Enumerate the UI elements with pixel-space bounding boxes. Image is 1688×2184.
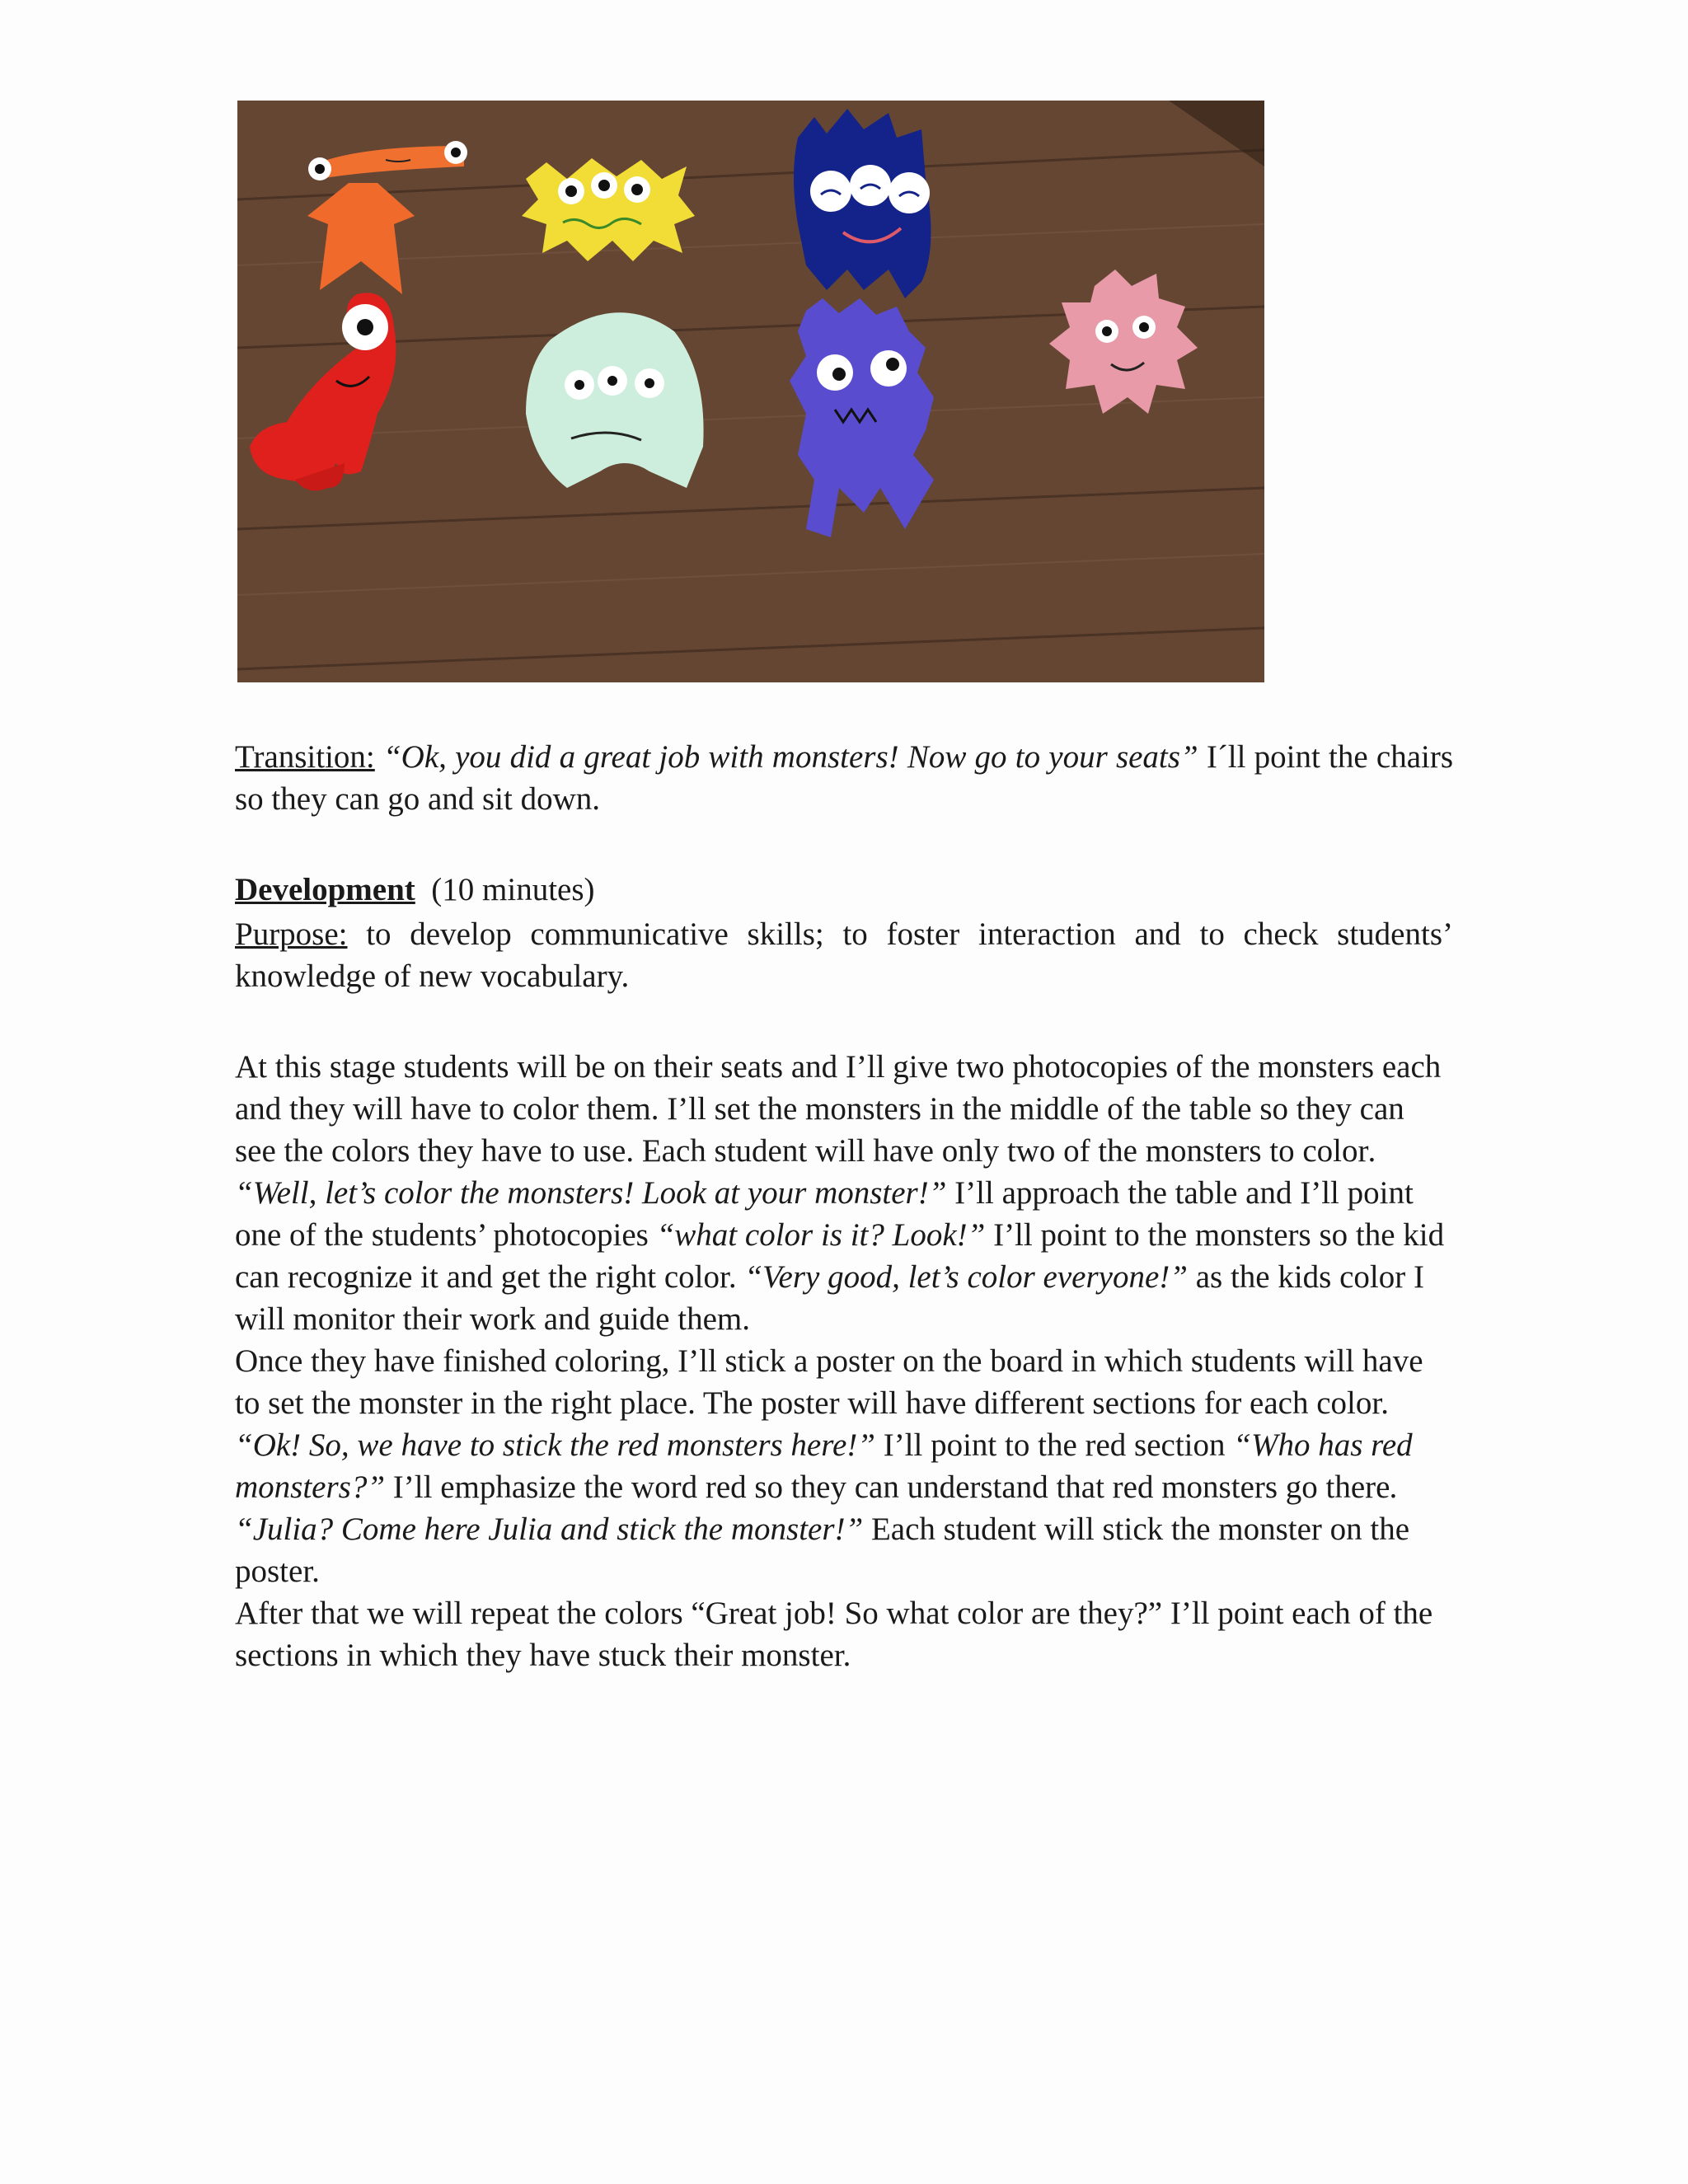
body-p1-quote-3: “Very good, let’s color everyone!” — [744, 1259, 1188, 1295]
purpose-paragraph — [235, 913, 1453, 997]
transition-quote: “Ok, you did a great job with monsters! Now go to your seats” — [382, 739, 1198, 775]
transition-paragraph — [235, 736, 1453, 820]
body-p2-text-a: Once they have finished coloring, I’ll stick a poster on the board in which students will have to set the monster in the right place. The poster will have different sections for each color. — [235, 1343, 1423, 1421]
body-p2-text-b: I’ll point to the red section — [874, 1427, 1234, 1463]
body-p1-quote-1: . “Well, let’s color the monsters! Look at your monster!” — [235, 1133, 1377, 1211]
body-text — [235, 1046, 1453, 1676]
transition-text: I´ll point the chairs so they can go and sit down. — [235, 739, 1453, 817]
development-duration: (10 minutes) — [431, 872, 595, 907]
purpose-label: Purpose: — [235, 916, 348, 952]
dark-blue-monster — [794, 109, 931, 298]
mint-monster — [526, 312, 704, 488]
body-p1-quote-2: “what color is it? Look!” — [656, 1217, 986, 1253]
monsters-photo — [237, 101, 1264, 682]
purpose-text: to develop communicative skills; to foster interaction and to check students’ knowledge of new vocabulary. — [235, 916, 1453, 994]
body-p1-text-c: I’ll point to the monsters so the kid can recognize it and get the right color. — [235, 1217, 1445, 1295]
body-paragraph-2 — [235, 1340, 1453, 1592]
body-p1-text-d: as the kids color I will monitor their work and guide them. — [235, 1259, 1424, 1337]
development-heading: Development — [235, 872, 415, 907]
body-p2-quote-3: . “Julia? Come here Julia and stick the monster!” — [235, 1469, 1399, 1547]
transition-label: Transition: — [235, 739, 375, 775]
body-p1-text-a: At this stage students will be on their seats and I’ll give two photocopies of the monsters each and they will have to color them. I’ll set the monsters in the middle of the table so they can see the colors they have to use. Each student will have only two of the monsters to color — [235, 1049, 1442, 1169]
body-paragraph-1 — [235, 1046, 1453, 1340]
body-p2-text-d: Each student will stick the monster on the poster. — [235, 1511, 1410, 1589]
body-paragraph-3: After that we will repeat the colors “Great job! So what color are they?” I’ll point each of the sections in which they have stuck their monster. — [235, 1596, 1433, 1673]
body-p2-text-c: I’ll emphasize the word red so they can understand that red monsters go there — [385, 1469, 1390, 1505]
body-p1-text-b: I’ll approach the table and I’ll point one of the students’ photocopies — [235, 1175, 1414, 1253]
development-heading-line — [235, 869, 1453, 911]
body-p2-quote-2: “Who has red monsters?” — [235, 1427, 1413, 1505]
body-p2-quote-1: “Ok! So, we have to stick the red monsters here!” — [235, 1427, 875, 1463]
